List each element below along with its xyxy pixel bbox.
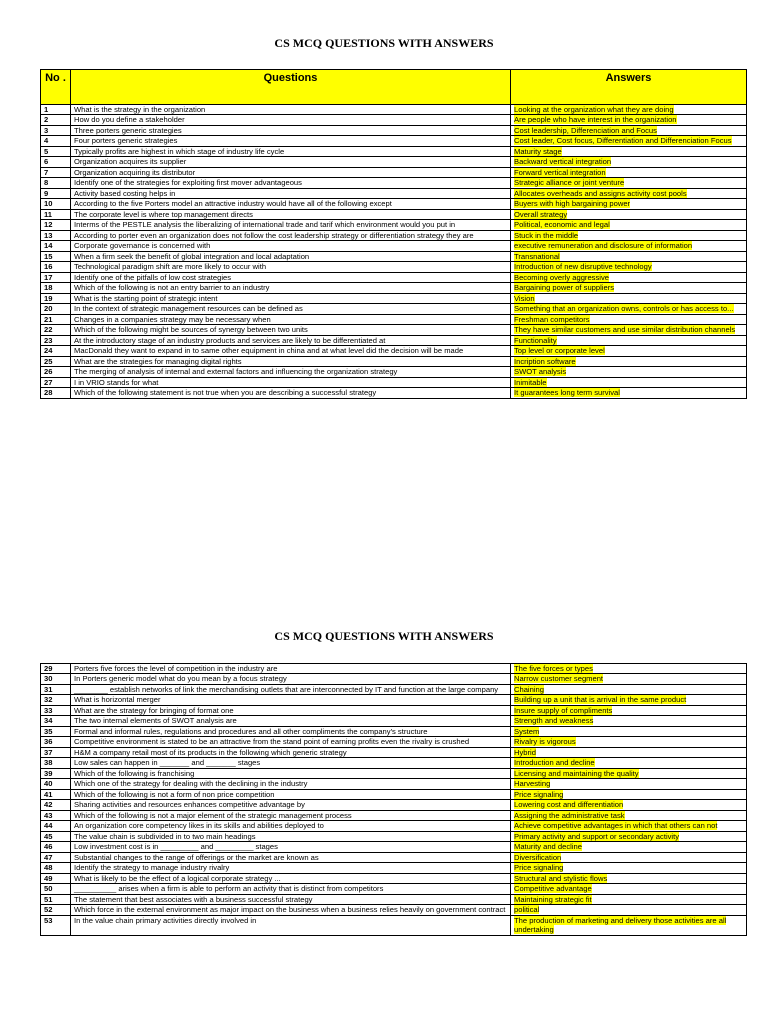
question-text: Which force in the external environment as major impact on the business when a business relies heavily on government contract bbox=[71, 905, 511, 915]
answer-cell bbox=[511, 167, 747, 177]
question-number: 45 bbox=[41, 831, 71, 841]
question-number: 18 bbox=[41, 283, 71, 293]
answer-cell bbox=[511, 283, 747, 293]
question-text: In Porters generic model what do you mean by a focus strategy bbox=[71, 674, 511, 684]
question-number: 5 bbox=[41, 146, 71, 156]
question-text: Organization acquires its supplier bbox=[71, 157, 511, 167]
answer-text: Freshman competitors bbox=[514, 314, 590, 324]
answer-cell bbox=[511, 346, 747, 356]
question-text: According to the five Porters model an attractive industry would have all of the following except bbox=[71, 199, 511, 209]
answer-cell bbox=[511, 716, 747, 726]
answer-cell bbox=[511, 367, 747, 377]
question-number: 36 bbox=[41, 737, 71, 747]
answer-text: Functionality bbox=[514, 335, 557, 345]
table-row bbox=[41, 674, 747, 684]
answer-cell bbox=[511, 146, 747, 156]
question-text: Which of the following is franchising bbox=[71, 768, 511, 778]
table-row bbox=[41, 705, 747, 715]
question-text: Three porters generic strategies bbox=[71, 125, 511, 135]
question-text: Identify one of the strategies for exploiting first mover advantageous bbox=[71, 178, 511, 188]
answer-cell bbox=[511, 674, 747, 684]
answer-text: SWOT analysis bbox=[514, 367, 567, 377]
question-number: 23 bbox=[41, 335, 71, 345]
question-number: 11 bbox=[41, 209, 71, 219]
answer-cell bbox=[511, 863, 747, 873]
answer-text: Looking at the organization what they are doing bbox=[514, 105, 674, 114]
answer-cell bbox=[511, 293, 747, 303]
question-number: 21 bbox=[41, 314, 71, 324]
question-text: How do you define a stakeholder bbox=[71, 115, 511, 125]
answer-text: Maturity and decline bbox=[514, 842, 582, 852]
question-number: 12 bbox=[41, 220, 71, 230]
question-number: 19 bbox=[41, 293, 71, 303]
question-number: 24 bbox=[41, 346, 71, 356]
table-row bbox=[41, 758, 747, 768]
question-text: Changes in a companies strategy may be necessary when bbox=[71, 314, 511, 324]
table-row bbox=[41, 905, 747, 915]
answer-cell bbox=[511, 747, 747, 757]
table-row bbox=[41, 105, 747, 115]
question-text: Corporate governance is concerned with bbox=[71, 241, 511, 251]
table-row bbox=[41, 377, 747, 387]
table-row bbox=[41, 884, 747, 894]
question-text: Which of the following is not an entry barrier to an industry bbox=[71, 283, 511, 293]
table-row bbox=[41, 136, 747, 146]
question-text: Interms of the PESTLE analysis the liberalizing of international trade and tarif which environment would you put in bbox=[71, 220, 511, 230]
question-number: 6 bbox=[41, 157, 71, 167]
answer-text: Harvesting bbox=[514, 779, 551, 789]
table-row bbox=[41, 684, 747, 694]
answer-cell bbox=[511, 209, 747, 219]
question-text: Four porters generic strategies bbox=[71, 136, 511, 146]
answer-cell bbox=[511, 884, 747, 894]
question-number: 47 bbox=[41, 852, 71, 862]
mcq-table-1 bbox=[40, 69, 747, 399]
question-number: 3 bbox=[41, 125, 71, 135]
question-text: Low investment cost is in _________ and _________ stages bbox=[71, 842, 511, 852]
answer-cell bbox=[511, 726, 747, 736]
answer-text: political bbox=[514, 905, 540, 915]
question-number: 40 bbox=[41, 779, 71, 789]
answer-text: Rivalry is vigorous bbox=[514, 737, 576, 747]
answer-text: Something that an organization owns, controls or has access to... bbox=[514, 304, 734, 314]
answer-text: Structural and stylistic flows bbox=[514, 873, 608, 883]
answer-cell bbox=[511, 136, 747, 146]
answer-text: Political, economic and legal bbox=[514, 220, 610, 230]
answer-text: Maintaining strategic fit bbox=[514, 894, 592, 904]
question-number: 20 bbox=[41, 304, 71, 314]
table-row bbox=[41, 716, 747, 726]
table-row bbox=[41, 726, 747, 736]
answer-cell bbox=[511, 852, 747, 862]
question-number: 13 bbox=[41, 230, 71, 240]
answer-cell bbox=[511, 314, 747, 324]
answer-cell bbox=[511, 768, 747, 778]
table-row bbox=[41, 894, 747, 904]
answer-cell bbox=[511, 779, 747, 789]
table-row bbox=[41, 789, 747, 799]
question-text: Identify the strategy to manage industry rivalry bbox=[71, 863, 511, 873]
answer-cell bbox=[511, 105, 747, 115]
answer-text: Strategic alliance or joint venture bbox=[514, 178, 625, 188]
answer-cell bbox=[511, 157, 747, 167]
question-text: MacDonald they want to expand in to same other equipment in china and at what level did the decision will be made bbox=[71, 346, 511, 356]
table-row bbox=[41, 262, 747, 272]
table-row bbox=[41, 199, 747, 209]
answer-text: Incription software bbox=[514, 356, 576, 366]
question-text: At the introductory stage of an industry products and services are likely to be differentiated at bbox=[71, 335, 511, 345]
answer-text: Forward vertical integration bbox=[514, 167, 606, 177]
table-row bbox=[41, 747, 747, 757]
question-number: 42 bbox=[41, 800, 71, 810]
answer-cell bbox=[511, 304, 747, 314]
question-text: Competitive environment is stated to be an attractive from the stand point of earning profits even the rivalry is crushed bbox=[71, 737, 511, 747]
answer-text: Lowering cost and differentiation bbox=[514, 800, 624, 810]
question-text: ________ establish networks of link the merchandising outlets that are interconnected by IT and function at the large company bbox=[71, 684, 511, 694]
table-row bbox=[41, 157, 747, 167]
question-number: 9 bbox=[41, 188, 71, 198]
answer-text: Narrow customer segment bbox=[514, 674, 604, 684]
question-text: What are the strategy for bringing of format one bbox=[71, 705, 511, 715]
answer-cell bbox=[511, 800, 747, 810]
mcq-table-2 bbox=[40, 663, 747, 936]
table-row bbox=[41, 810, 747, 820]
answer-cell bbox=[511, 737, 747, 747]
table-row bbox=[41, 178, 747, 188]
question-number: 53 bbox=[41, 915, 71, 935]
question-number: 1 bbox=[41, 105, 71, 115]
answer-text: Becoming overly aggressive bbox=[514, 272, 609, 282]
table-row bbox=[41, 737, 747, 747]
answer-text: Are people who have interest in the organization bbox=[514, 115, 677, 125]
answer-text: Strength and weakness bbox=[514, 716, 594, 726]
answer-text: Bargaining power of suppliers bbox=[514, 283, 615, 293]
answer-text: Allocates overheads and assigns activity cost pools bbox=[514, 188, 687, 198]
table-row bbox=[41, 852, 747, 862]
answer-cell bbox=[511, 188, 747, 198]
answer-text: It guarantees long term survival bbox=[514, 388, 620, 398]
answer-text: Introduction of new disruptive technology bbox=[514, 262, 652, 272]
question-number: 7 bbox=[41, 167, 71, 177]
answer-cell bbox=[511, 664, 747, 674]
question-number: 31 bbox=[41, 684, 71, 694]
table-row bbox=[41, 842, 747, 852]
answer-text: Cost leader, Cost focus, Differentiation and Differenciation Focus bbox=[514, 136, 732, 146]
answer-cell bbox=[511, 356, 747, 366]
header-answers: Answers bbox=[511, 70, 747, 105]
question-text: According to porter even an organization does not follow the cost leadership strategy or differentiation strategy they are bbox=[71, 230, 511, 240]
table-row bbox=[41, 325, 747, 335]
table-row bbox=[41, 220, 747, 230]
table-row bbox=[41, 293, 747, 303]
question-number: 2 bbox=[41, 115, 71, 125]
question-text: The merging of analysis of internal and external factors and influencing the organization strategy bbox=[71, 367, 511, 377]
answer-text: Cost leadership, Differenciation and Focus bbox=[514, 125, 657, 135]
answer-text: Licensing and maintaining the quality bbox=[514, 768, 639, 778]
answer-cell bbox=[511, 272, 747, 282]
answer-text: Introduction and decline bbox=[514, 758, 595, 768]
table-row bbox=[41, 779, 747, 789]
table-row bbox=[41, 125, 747, 135]
question-text: The value chain is subdivided in to two main headings bbox=[71, 831, 511, 841]
question-text: Activity based costing helps in bbox=[71, 188, 511, 198]
answer-text: Hybrid bbox=[514, 747, 536, 757]
question-number: 30 bbox=[41, 674, 71, 684]
answer-text: Transnational bbox=[514, 251, 560, 261]
question-number: 17 bbox=[41, 272, 71, 282]
question-number: 41 bbox=[41, 789, 71, 799]
answer-text: Insure supply of compliments bbox=[514, 705, 613, 715]
question-number: 16 bbox=[41, 262, 71, 272]
answer-cell bbox=[511, 388, 747, 398]
question-number: 33 bbox=[41, 705, 71, 715]
table-row bbox=[41, 209, 747, 219]
question-text: In the value chain primary activities directly involved in bbox=[71, 915, 511, 935]
answer-text: Vision bbox=[514, 293, 535, 303]
answer-text: The five forces or types bbox=[514, 664, 593, 673]
header-questions: Questions bbox=[71, 70, 511, 105]
answer-cell bbox=[511, 810, 747, 820]
table-row bbox=[41, 304, 747, 314]
answer-cell bbox=[511, 262, 747, 272]
question-number: 8 bbox=[41, 178, 71, 188]
question-number: 44 bbox=[41, 821, 71, 831]
question-number: 28 bbox=[41, 388, 71, 398]
question-text: I in VRIO stands for what bbox=[71, 377, 511, 387]
table-body-2 bbox=[41, 664, 747, 936]
question-number: 14 bbox=[41, 241, 71, 251]
question-text: Substantial changes to the range of offerings or the market are known as bbox=[71, 852, 511, 862]
question-number: 26 bbox=[41, 367, 71, 377]
question-text: Which of the following statement is not true when you are describing a successful strategy bbox=[71, 388, 511, 398]
answer-cell bbox=[511, 758, 747, 768]
table-row bbox=[41, 230, 747, 240]
answer-text: The production of marketing and delivery those activities are all undertaking bbox=[514, 915, 727, 935]
table-row bbox=[41, 251, 747, 261]
answer-cell bbox=[511, 894, 747, 904]
question-number: 38 bbox=[41, 758, 71, 768]
question-text: The two internal elements of SWOT analysis are bbox=[71, 716, 511, 726]
table-row bbox=[41, 915, 747, 935]
answer-text: Primary activity and support or secondary activity bbox=[514, 831, 680, 841]
answer-text: Stuck in the middle bbox=[514, 230, 579, 240]
answer-cell bbox=[511, 335, 747, 345]
question-number: 50 bbox=[41, 884, 71, 894]
table-row bbox=[41, 664, 747, 674]
answer-cell bbox=[511, 241, 747, 251]
question-number: 4 bbox=[41, 136, 71, 146]
question-text: In the context of strategic management resources can be defined as bbox=[71, 304, 511, 314]
table-row bbox=[41, 821, 747, 831]
answer-cell bbox=[511, 220, 747, 230]
question-number: 22 bbox=[41, 325, 71, 335]
question-number: 48 bbox=[41, 863, 71, 873]
question-text: Sharing activities and resources enhances competitive advantage by bbox=[71, 800, 511, 810]
question-text: Formal and informal rules, regulations and procedures and all other compliments the company's structure bbox=[71, 726, 511, 736]
question-text: Which of the following might be sources of synergy between two units bbox=[71, 325, 511, 335]
answer-text: Top level or corporate level bbox=[514, 346, 605, 356]
question-text: Which one of the strategy for dealing with the declining in the industry bbox=[71, 779, 511, 789]
question-text: What is the starting point of strategic intent bbox=[71, 293, 511, 303]
answer-text: Competitive advantage bbox=[514, 884, 592, 894]
question-number: 10 bbox=[41, 199, 71, 209]
question-text: __________ arises when a firm is able to perform an activity that is distinct from competitors bbox=[71, 884, 511, 894]
question-number: 52 bbox=[41, 905, 71, 915]
question-text: Porters five forces the level of competition in the industry are bbox=[71, 664, 511, 674]
table-row bbox=[41, 800, 747, 810]
answer-text: Achieve competitive advantages in which that others can not bbox=[514, 821, 718, 831]
answer-text: Buyers with high bargaining power bbox=[514, 199, 631, 209]
question-number: 39 bbox=[41, 768, 71, 778]
answer-cell bbox=[511, 178, 747, 188]
answer-cell bbox=[511, 842, 747, 852]
header-no: No . bbox=[41, 70, 71, 105]
answer-cell bbox=[511, 251, 747, 261]
question-number: 34 bbox=[41, 716, 71, 726]
answer-cell bbox=[511, 789, 747, 799]
table-row bbox=[41, 831, 747, 841]
answer-text: Assigning the administrative task bbox=[514, 810, 625, 820]
answer-cell bbox=[511, 873, 747, 883]
question-text: Organization acquiring its distributor bbox=[71, 167, 511, 177]
answer-text: Building up a unit that is arrival in the same product bbox=[514, 695, 687, 705]
table-row bbox=[41, 768, 747, 778]
answer-text: Backward vertical integration bbox=[514, 157, 612, 167]
answer-cell bbox=[511, 905, 747, 915]
question-text: Typically profits are highest in which stage of industry life cycle bbox=[71, 146, 511, 156]
answer-cell bbox=[511, 199, 747, 209]
table-row bbox=[41, 188, 747, 198]
table-row bbox=[41, 873, 747, 883]
question-text: When a firm seek the benefit of global integration and local adaptation bbox=[71, 251, 511, 261]
table-row bbox=[41, 115, 747, 125]
answer-text: Price signaling bbox=[514, 863, 564, 873]
table-body-1 bbox=[41, 105, 747, 399]
question-number: 29 bbox=[41, 664, 71, 674]
answer-cell bbox=[511, 915, 747, 935]
table-row bbox=[41, 367, 747, 377]
question-number: 35 bbox=[41, 726, 71, 736]
table-row bbox=[41, 241, 747, 251]
question-number: 51 bbox=[41, 894, 71, 904]
question-number: 27 bbox=[41, 377, 71, 387]
answer-cell bbox=[511, 705, 747, 715]
answer-cell bbox=[511, 115, 747, 125]
question-text: Identify one of the pitfalls of low cost strategies bbox=[71, 272, 511, 282]
answer-text: executive remuneration and disclosure of information bbox=[514, 241, 693, 251]
table-row bbox=[41, 335, 747, 345]
question-text: What is the strategy in the organization bbox=[71, 105, 511, 115]
answer-cell bbox=[511, 325, 747, 335]
table-row bbox=[41, 695, 747, 705]
question-number: 43 bbox=[41, 810, 71, 820]
question-number: 32 bbox=[41, 695, 71, 705]
answer-text: They have similar customers and use similar distribution channels bbox=[514, 325, 736, 335]
answer-cell bbox=[511, 695, 747, 705]
question-text: H&M a company retail most of its products in the following which generic strategy bbox=[71, 747, 511, 757]
question-text: What are the strategies for managing digital rights bbox=[71, 356, 511, 366]
table-row bbox=[41, 356, 747, 366]
answer-text: System bbox=[514, 726, 540, 736]
answer-cell bbox=[511, 684, 747, 694]
question-text: The corporate level is where top management directs bbox=[71, 209, 511, 219]
question-text: What is horizontal merger bbox=[71, 695, 511, 705]
question-text: Low sales can happen in _______ and _______ stages bbox=[71, 758, 511, 768]
question-text: Technological paradigm shift are more likely to occur with bbox=[71, 262, 511, 272]
table-row bbox=[41, 167, 747, 177]
table-row bbox=[41, 283, 747, 293]
question-text: Which of the following is not a major element of the strategic management process bbox=[71, 810, 511, 820]
answer-cell bbox=[511, 230, 747, 240]
page-title-2: CS MCQ QUESTIONS WITH ANSWERS bbox=[274, 629, 494, 643]
table-row bbox=[41, 272, 747, 282]
table-row bbox=[41, 346, 747, 356]
answer-text: Overall strategy bbox=[514, 209, 568, 219]
table-row bbox=[41, 314, 747, 324]
question-number: 46 bbox=[41, 842, 71, 852]
question-number: 25 bbox=[41, 356, 71, 366]
question-number: 49 bbox=[41, 873, 71, 883]
answer-cell bbox=[511, 125, 747, 135]
answer-text: Diversification bbox=[514, 852, 562, 862]
answer-cell bbox=[511, 377, 747, 387]
table-row bbox=[41, 863, 747, 873]
question-number: 37 bbox=[41, 747, 71, 757]
table-row bbox=[41, 146, 747, 156]
question-number: 15 bbox=[41, 251, 71, 261]
table-header-row bbox=[41, 70, 747, 105]
answer-text: Chaining bbox=[514, 684, 544, 694]
table-row bbox=[41, 388, 747, 398]
question-text: Which of the following is not a form of non price competition bbox=[71, 789, 511, 799]
answer-text: Maturity stage bbox=[514, 146, 562, 156]
answer-cell bbox=[511, 831, 747, 841]
question-text: The statement that best associates with a business successful strategy bbox=[71, 894, 511, 904]
page-title-1: CS MCQ QUESTIONS WITH ANSWERS bbox=[274, 36, 494, 50]
question-text: An organization core competency likes in its skills and abilities deployed to bbox=[71, 821, 511, 831]
answer-text: Price signaling bbox=[514, 789, 564, 799]
question-text: What is likely to be the effect of a logical corporate strategy ... bbox=[71, 873, 511, 883]
answer-text: Inimitable bbox=[514, 377, 547, 387]
answer-cell bbox=[511, 821, 747, 831]
